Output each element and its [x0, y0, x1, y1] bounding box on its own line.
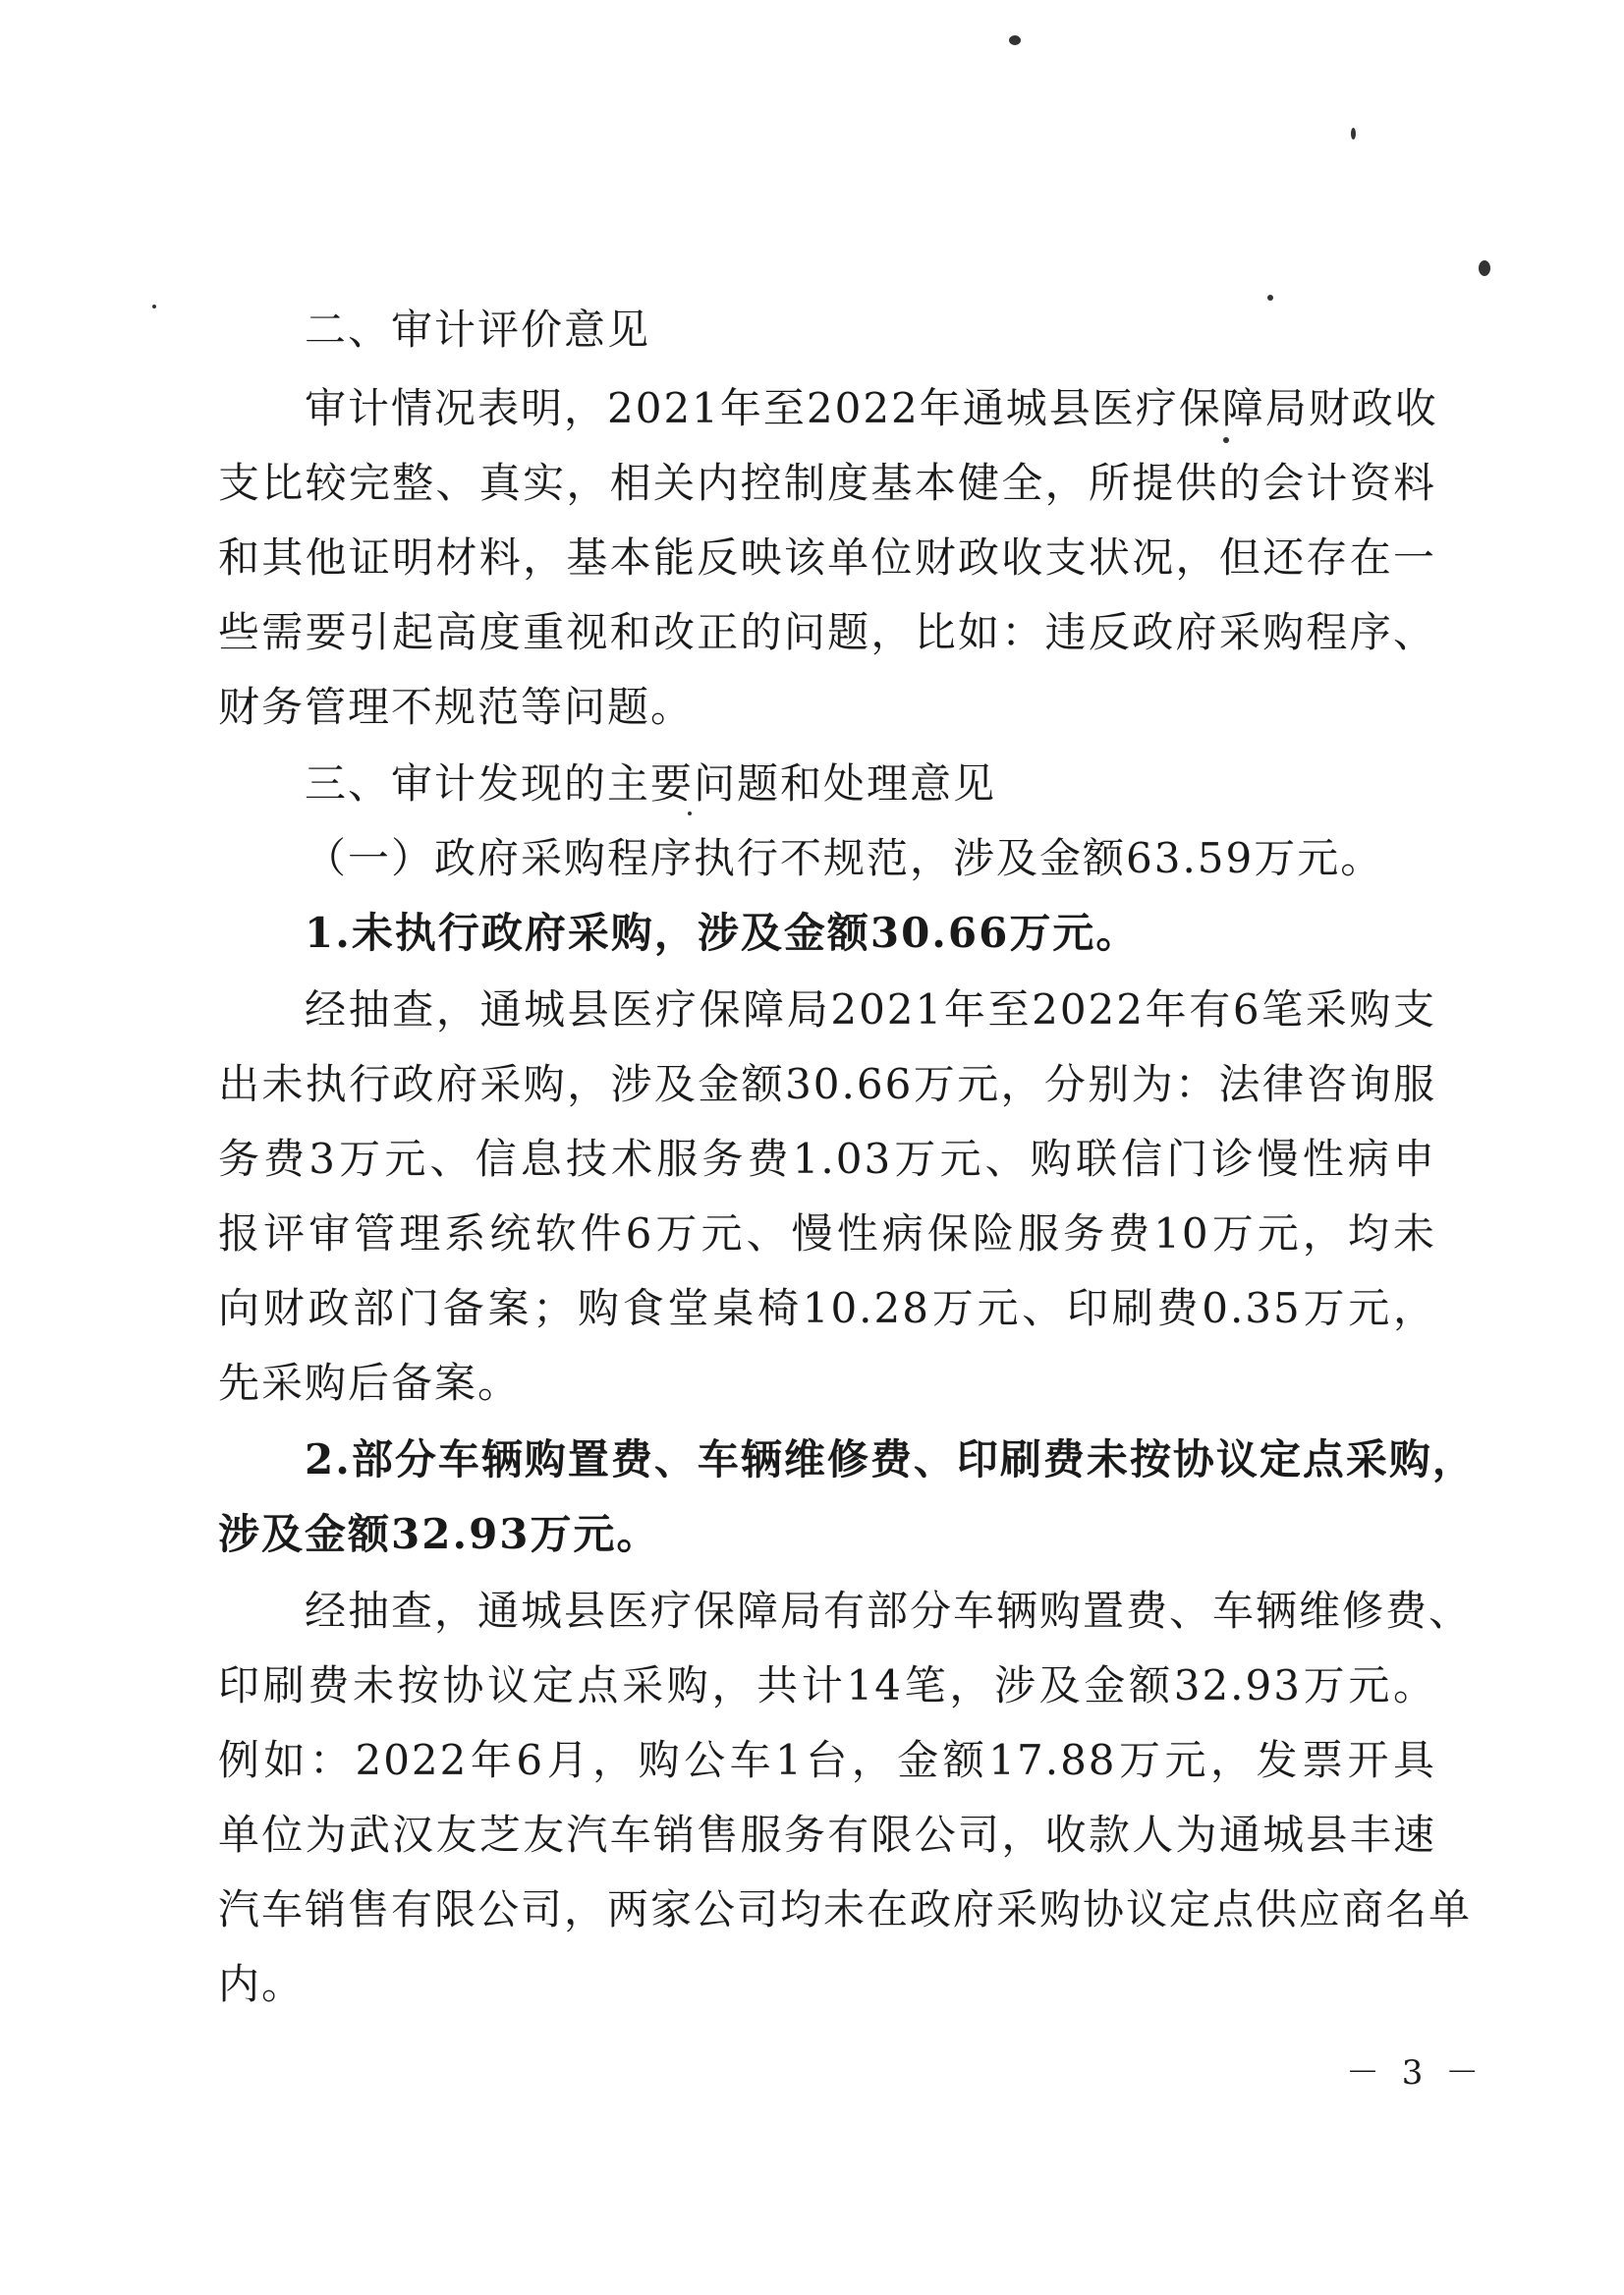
paragraph-line: 和其他证明材料，基本能反映该单位财政收支状况，但还存在一: [218, 533, 1436, 582]
subsection-heading-1: （一）政府采购程序执行不规范，涉及金额63.59万元。: [305, 834, 1384, 882]
paragraph-line: 内。: [218, 1960, 306, 2008]
paragraph-line: 财务管理不规范等问题。: [218, 683, 695, 731]
paragraph-line: 经抽查，通城县医疗保障局2021年至2022年有6笔采购支: [305, 985, 1436, 1034]
paragraph-line: 些需要引起高度重视和改正的问题，比如：违反政府采购程序、: [218, 608, 1436, 656]
item-heading-2: 2.部分车辆购置费、车辆维修费、印刷费未按协议定点采购，: [305, 1435, 1476, 1483]
scan-speck: [152, 305, 156, 308]
scan-speck: [688, 812, 692, 815]
paragraph-line: 汽车销售有限公司，两家公司均未在政府采购协议定点供应商名单: [218, 1885, 1473, 1933]
paragraph-line: 务费3万元、信息技术服务费1.03万元、购联信门诊慢性病申: [218, 1135, 1436, 1183]
item-heading-2-cont: 涉及金额32.93万元。: [218, 1510, 660, 1558]
page-number: － 3 －: [1346, 2053, 1485, 2093]
paragraph-line: 单位为武汉友芝友汽车销售服务有限公司，收款人为通城县丰速: [218, 1811, 1436, 1859]
paragraph-line: 例如：2022年6月，购公车1台，金额17.88万元，发票开具: [218, 1736, 1436, 1784]
scan-speck: [1479, 260, 1490, 276]
section-heading-2: 二、审计评价意见: [305, 306, 651, 354]
scan-speck: [1223, 437, 1229, 443]
paragraph-line: 支比较完整、真实，相关内控制度基本健全，所提供的会计资料: [218, 459, 1436, 507]
paragraph-line: 印刷费未按协议定点采购，共计14笔，涉及金额32.93万元。: [218, 1661, 1436, 1709]
scan-speck: [1009, 35, 1021, 45]
paragraph-line: 出未执行政府采购，涉及金额30.66万元，分别为：法律咨询服: [218, 1060, 1436, 1108]
paragraph-line: 先采购后备案。: [218, 1359, 522, 1407]
section-heading-3: 三、审计发现的主要问题和处理意见: [305, 759, 997, 808]
paragraph-line: 向财政部门备案；购食堂桌椅10.28万元、印刷费0.35万元，: [218, 1284, 1436, 1332]
scan-speck: [1267, 295, 1273, 301]
scan-speck: [1351, 128, 1356, 140]
paragraph-line: 审计情况表明，2021年至2022年通城县医疗保障局财政收: [305, 384, 1438, 432]
paragraph-line: 报评审管理系统软件6万元、慢性病保险服务费10万元，均未: [218, 1209, 1436, 1258]
item-heading-1: 1.未执行政府采购，涉及金额30.66万元。: [305, 909, 1140, 957]
paragraph-line: 经抽查，通城县医疗保障局有部分车辆购置费、车辆维修费、: [305, 1587, 1473, 1635]
